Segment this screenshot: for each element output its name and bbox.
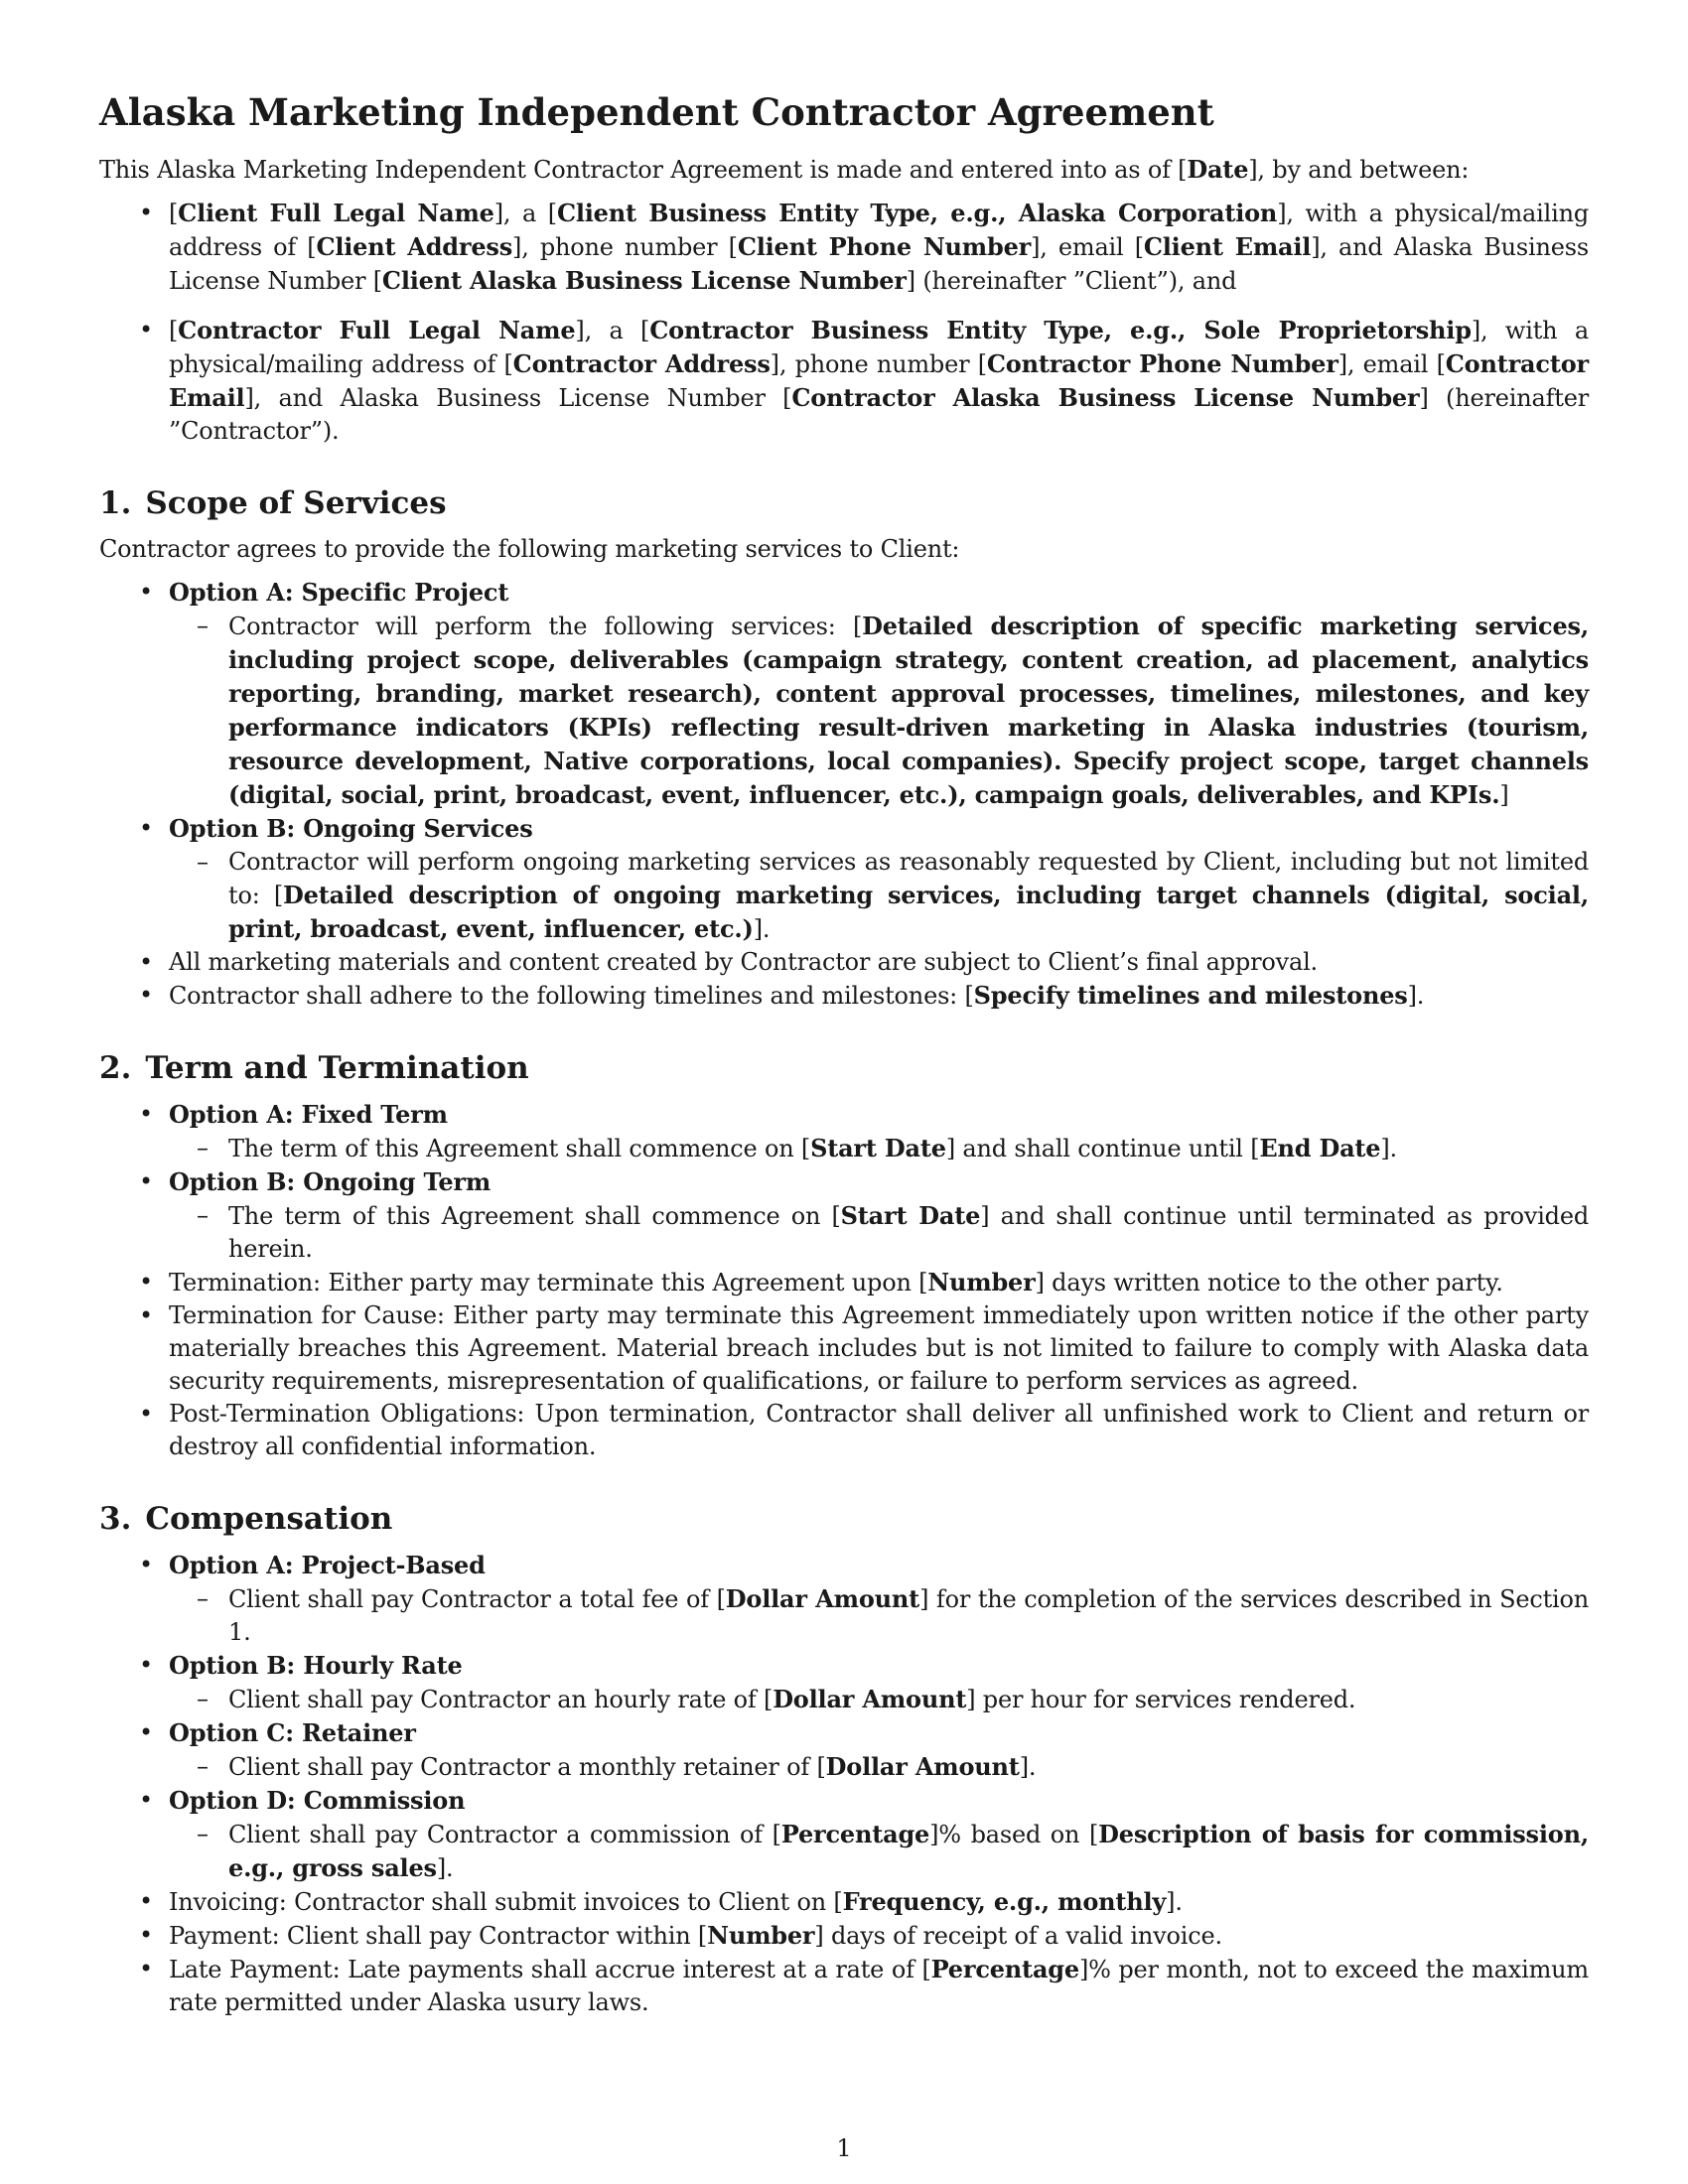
date-placeholder: Date [1187, 155, 1249, 184]
text: ]% based on [ [929, 1821, 1099, 1848]
start-date-placeholder: Start Date [840, 1201, 981, 1230]
document-page [99, 87, 1589, 2019]
client-license-placeholder: Client Alaska Business License Number [381, 266, 907, 295]
contractor-entity-placeholder: Contractor Business Entity Type, e.g., Sole Proprietorship [649, 316, 1472, 344]
dollar-amount-placeholder: Dollar Amount [725, 1584, 920, 1613]
sub-list [169, 1582, 1589, 1649]
contractor-party [169, 314, 1589, 448]
start-date-placeholder: Start Date [810, 1134, 946, 1162]
contractor-phone-placeholder: Contractor Phone Number [986, 349, 1338, 378]
s3-option-b-text [228, 1683, 1589, 1716]
section-title: Compensation [145, 1501, 393, 1537]
option-label: Option C: Retainer [169, 1718, 416, 1747]
s2-option-b-text [228, 1199, 1589, 1266]
text: ], a [ [575, 317, 650, 344]
option-label: Option A: Project-Based [169, 1551, 486, 1579]
section-3-list [99, 1549, 1589, 2019]
section-2-list [99, 1098, 1589, 1463]
text: ], and Alaska Business License Number [ [244, 384, 792, 412]
text: ]. [753, 915, 771, 943]
dollar-amount-placeholder: Dollar Amount [773, 1685, 967, 1713]
s3-option-c [169, 1716, 1589, 1784]
section-2-heading [99, 1046, 1589, 1090]
text: ]. [1019, 1753, 1037, 1781]
end-date-placeholder: End Date [1259, 1134, 1381, 1162]
s3-option-d-text [228, 1818, 1589, 1885]
text: ] [1499, 781, 1509, 809]
text: Termination: Either party may terminate this Agreement upon [ [169, 1269, 928, 1297]
text: ] (hereinafter ”Contractor”). [169, 384, 1589, 445]
text: ], phone number [ [770, 350, 987, 378]
text: ] and shall continue until [ [945, 1135, 1260, 1162]
text: ] days of receipt of a valid invoice. [814, 1922, 1222, 1950]
text: ], email [ [1337, 350, 1446, 378]
client-name-placeholder: Client Full Legal Name [178, 199, 494, 227]
text: Payment: Client shall pay Contractor within [ [169, 1922, 708, 1950]
s3-option-c-text [228, 1750, 1589, 1784]
section-3-heading [99, 1497, 1589, 1541]
option-label: Option D: Commission [169, 1786, 466, 1815]
text: ]% per month, not to exceed the maximum rate permitted under Alaska usury laws. [169, 1956, 1589, 2016]
text: [ [169, 317, 179, 344]
text: ] for the completion of the services described in Section 1. [228, 1585, 1589, 1646]
dollar-amount-placeholder: Dollar Amount [825, 1752, 1020, 1781]
client-phone-placeholder: Client Phone Number [737, 232, 1032, 261]
s3-option-a-text [228, 1582, 1589, 1649]
option-label: Option B: Hourly Rate [169, 1651, 463, 1680]
intro-paragraph [99, 153, 1589, 187]
s3-invoicing [169, 1885, 1589, 1919]
intro-text-end: ], by and between: [1248, 156, 1470, 184]
services-description-placeholder: Detailed description of specific marketing services, including project scope, deliverables (campaign strategy, content creation, ad placement, analytics reporting, branding, market research), content approval processes, timelines, milestones, and key performance indicators (KPIs) reflecting result-driven marketing in Alaska industries (tourism, resource development, Native corporations, local companies). Specify project scope, target channels (digital, social, print, broadcast, event, influencer, etc.), campaign goals, deliverables, and KPIs. [228, 612, 1589, 809]
s1-option-b [169, 812, 1589, 946]
text: Contractor shall adhere to the following timelines and milestones: [ [169, 982, 974, 1010]
client-entity-placeholder: Client Business Entity Type, e.g., Alaska Corporation [556, 199, 1278, 227]
frequency-placeholder: Frequency, e.g., monthly [842, 1887, 1167, 1916]
timelines-placeholder: Specify timelines and milestones [973, 981, 1408, 1010]
page-number: 1 [836, 2134, 852, 2162]
option-label: Option A: Fixed Term [169, 1100, 448, 1129]
section-1-list [99, 576, 1589, 1013]
text: ], a [ [493, 200, 557, 227]
client-email-placeholder: Client Email [1143, 232, 1312, 261]
option-label: Option B: Ongoing Term [169, 1167, 492, 1196]
text: Contractor will perform ongoing marketing services as reasonably requested by Client, including but not limited to: [ [228, 848, 1589, 909]
contractor-email-placeholder: Contractor Email [169, 349, 1589, 412]
text: ] and shall continue until terminated as provided herein. [228, 1202, 1590, 1263]
s2-option-a-text [228, 1132, 1589, 1165]
text: [ [169, 200, 179, 227]
text: ] days written notice to the other party. [1035, 1269, 1503, 1297]
text: Client shall pay Contractor a monthly retainer of [ [228, 1753, 826, 1781]
intro-text: This Alaska Marketing Independent Contractor Agreement is made and entered into as of [ [99, 156, 1188, 184]
s1-option-b-text [228, 846, 1589, 946]
s2-termination-for-cause: • Termination for Cause: Either party may terminate this Agreement immediately upon written notice if the other party materially breaches this Agreement. Material breach includes but is not limited to failure to comply with Alaska data security requirements, misrepresentation of qualifications, or failure to perform services as agreed. [169, 1299, 1589, 1398]
option-label: Option B: Ongoing Services [169, 814, 533, 843]
document-title: Alaska Marketing Independent Contractor Agreement [99, 90, 1214, 134]
text: ] per hour for services rendered. [966, 1686, 1356, 1713]
sub-list [169, 610, 1589, 812]
s1-option-a [169, 576, 1589, 812]
section-number: 1. [99, 485, 132, 521]
parties-list [99, 197, 1589, 448]
text: The term of this Agreement shall commence on [ [228, 1135, 811, 1162]
text: Invoicing: Contractor shall submit invoices to Client on [ [169, 1888, 843, 1916]
ongoing-services-placeholder: Detailed description of ongoing marketing services, including target channels (digital, social, print, broadcast, event, influencer, etc.) [228, 881, 1589, 943]
sub-list [169, 1132, 1589, 1165]
section-title: Scope of Services [145, 485, 447, 521]
text: Client shall pay Contractor an hourly rate of [ [228, 1686, 774, 1713]
s3-option-a [169, 1549, 1589, 1649]
s1-approval: • All marketing materials and content created by Contractor are subject to Client’s final approval. [169, 946, 1589, 979]
s3-payment [169, 1919, 1589, 1953]
s3-option-b [169, 1649, 1589, 1716]
sub-list [169, 1818, 1589, 1885]
s3-late-payment [169, 1953, 1589, 2019]
text: Client shall pay Contractor a commission of [ [228, 1821, 781, 1848]
percentage-placeholder: Percentage [930, 1955, 1079, 1983]
text: ], and Alaska Business License Number [ [169, 233, 1589, 295]
s2-termination [169, 1266, 1589, 1299]
sub-list [169, 1683, 1589, 1716]
sub-list [169, 1750, 1589, 1784]
text: ], phone number [ [512, 233, 738, 261]
sub-list [169, 1199, 1589, 1266]
s2-option-b [169, 1165, 1589, 1266]
notice-days-placeholder: Number [927, 1268, 1036, 1297]
s3-option-d [169, 1784, 1589, 1885]
text: Late Payment: Late payments shall accrue interest at a rate of [ [169, 1956, 931, 1983]
text: ] (hereinafter ”Client”), and [906, 267, 1237, 295]
section-number: 2. [99, 1050, 132, 1086]
contractor-address-placeholder: Contractor Address [512, 349, 771, 378]
text: Contractor will perform the following services: [ [228, 613, 863, 640]
text: ], email [ [1031, 233, 1144, 261]
commission-basis-placeholder: Description of basis for commission, e.g., gross sales [228, 1820, 1589, 1882]
contractor-license-placeholder: Contractor Alaska Business License Number [791, 383, 1420, 412]
contractor-name-placeholder: Contractor Full Legal Name [178, 316, 576, 344]
text: The term of this Agreement shall commence on [ [228, 1202, 841, 1230]
sub-list [169, 846, 1589, 946]
percentage-placeholder: Percentage [780, 1820, 930, 1848]
text: ], with a physical/mailing address of [ [169, 317, 1589, 378]
text: ]. [436, 1854, 454, 1882]
text: ], with a physical/mailing address of [ [169, 200, 1589, 261]
option-label: Option A: Specific Project [169, 578, 509, 607]
s1-timeline [169, 979, 1589, 1013]
section-number: 3. [99, 1501, 132, 1537]
section-1-heading [99, 481, 1589, 525]
s1-option-a-text [228, 610, 1589, 812]
text: ]. [1166, 1888, 1183, 1916]
text: Client shall pay Contractor a total fee of [ [228, 1585, 726, 1613]
s2-option-a [169, 1098, 1589, 1165]
payment-days-placeholder: Number [707, 1921, 815, 1950]
client-address-placeholder: Client Address [316, 232, 513, 261]
text: ]. [1407, 982, 1425, 1010]
section-1-intro: Contractor agrees to provide the following marketing services to Client: [99, 535, 960, 563]
s2-post-termination: • Post-Termination Obligations: Upon termination, Contractor shall deliver all unfinished work to Client and return or destroy all confidential information. [169, 1398, 1589, 1463]
text: ]. [1380, 1135, 1397, 1162]
client-party [169, 197, 1589, 298]
section-title: Term and Termination [145, 1050, 529, 1086]
